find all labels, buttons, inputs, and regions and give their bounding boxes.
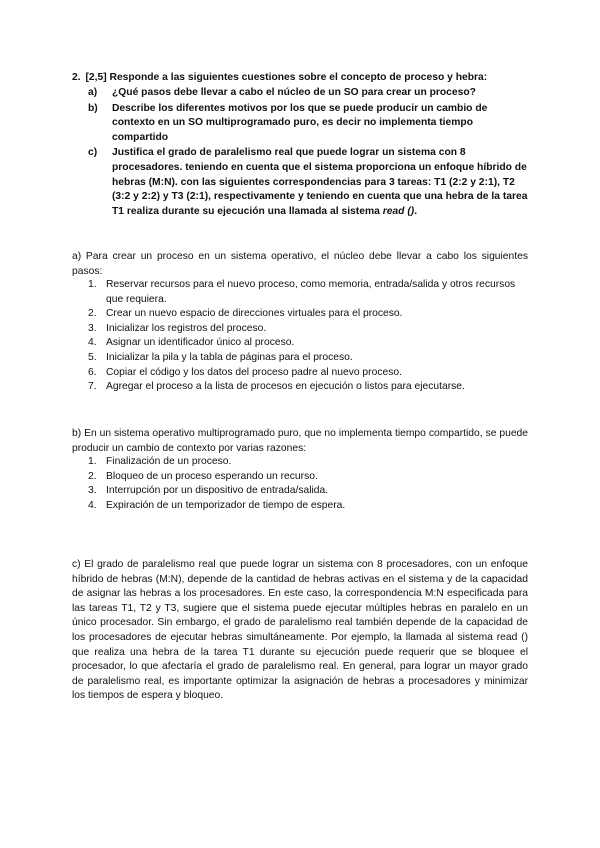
- step-text: Inicializar los registros del proceso.: [106, 322, 267, 334]
- answer-b-intro: b) En un sistema operativo multiprogramado puro, que no implementa tiempo compartido, se puede producir un cambio de contexto por varias razones:: [72, 428, 528, 454]
- list-item: [88, 322, 528, 337]
- list-item: [88, 484, 528, 499]
- step-text: Expiración de un temporizador de tiempo de espera.: [106, 499, 346, 511]
- step-text: Reservar recursos para el nuevo proceso, como memoria, entrada/salida y otros recursos que requiera.: [106, 279, 516, 305]
- answer-c-paragraph: c) El grado de paralelismo real que puede lograr un sistema con 8 procesadores, con un enfoque híbrido de hebras (M:N), depende de la cantidad de hebras activas en el sistema y de la capacidad de asignar las hebras a los procesadores. En este caso, la correspondencia M:N especificada para las tareas T1, T2 y T3, sugiere que el sistema puede ejecutar múltiples hebras en paralelo en un único procesador. Sin embargo, el grado de paralelismo real también depende de la capacidad de los procesadores de ejecutar hebras simultáneamente. Por ejemplo, la llamada al sistema read () que realiza una hebra de la tarea T1 durante su ejecución puede requerir que se bloquee el procesador, lo que afectaría el grado de paralelismo real. En general, para lograr un mayor grado de paralelismo real, es importante optimizar la asignación de hebras a procesadores y minimizar los tiempos de espera y bloqueo.: [72, 559, 528, 702]
- list-item: [88, 499, 528, 514]
- question-heading: [72, 70, 532, 85]
- step-number: 1.: [88, 456, 97, 467]
- item-label: b): [88, 102, 98, 114]
- list-item: [88, 351, 528, 366]
- step-text: Crear un nuevo espacio de direcciones virtuales para el proceso.: [106, 308, 403, 320]
- step-text: Inicializar la pila y la tabla de páginas para el proceso.: [106, 351, 353, 363]
- step-text: Finalización de un proceso.: [106, 456, 232, 467]
- list-item: [88, 278, 528, 307]
- question-text: [2,5] Responde a las siguientes cuestiones sobre el concepto de proceso y hebra:: [85, 72, 488, 83]
- step-text: Bloqueo de un proceso esperando un recurso.: [106, 470, 318, 482]
- step-text: Interrupción por un dispositivo de entrada/salida.: [106, 485, 329, 497]
- item-text: Justifica el grado de paralelismo real que puede lograr un sistema con 8 procesadores. teniendo en cuenta que el sistema proporciona un enfoque híbrido de hebras (M:N). con las siguientes correspondencias para 3 tareas: T1 (2:2 y 2:1), T2 (3:2 y 2:2) y T3 (2:1), respectivamente y teniendo en cuenta que una hebra de la tarea T1 realiza durante su ejecución una llamada al sistema: [112, 147, 528, 217]
- list-item: [88, 380, 528, 395]
- step-text: Asignar un identificador único al proceso.: [106, 337, 295, 349]
- list-item: [88, 470, 528, 485]
- item-label: c): [88, 147, 98, 159]
- item-label: a): [88, 87, 98, 98]
- answer-b-steps: [88, 455, 528, 513]
- step-number: 7.: [88, 381, 97, 393]
- step-number: 2.: [88, 470, 97, 482]
- question-number: 2.: [72, 72, 81, 83]
- answer-a-steps: [88, 278, 528, 395]
- question-subitems: [88, 86, 528, 220]
- step-number: 1.: [88, 279, 97, 290]
- item-text: ¿Qué pasos debe llevar a cabo el núcleo de un SO para crear un proceso?: [112, 87, 476, 98]
- step-number: 6.: [88, 366, 97, 378]
- step-number: 4.: [88, 337, 97, 349]
- list-item: [88, 307, 528, 322]
- list-item: [88, 366, 528, 381]
- question-item-c: [88, 146, 528, 219]
- step-number: 2.: [88, 308, 97, 320]
- item-italic-call: read (): [382, 205, 415, 217]
- step-number: 5.: [88, 351, 97, 363]
- step-number: 4.: [88, 499, 97, 511]
- item-end: .: [414, 205, 418, 217]
- step-text: Agregar el proceso a la lista de procesos en ejecución o listos para ejecutarse.: [106, 381, 465, 393]
- item-text: Describe los diferentes motivos por los que se puede producir un cambio de contexto en un SO multiprogramado puro, es decir no implementa tiempo compartido: [112, 102, 488, 143]
- question-item-b: [88, 102, 528, 146]
- list-item: [88, 455, 528, 470]
- question-item-a: [88, 86, 528, 101]
- step-text: Copiar el código y los datos del proceso padre al nuevo proceso.: [106, 366, 402, 378]
- answer-a-intro: a) Para crear un proceso en un sistema operativo, el núcleo debe llevar a cabo los siguientes pasos:: [72, 251, 528, 277]
- step-number: 3.: [88, 322, 97, 334]
- list-item: [88, 336, 528, 351]
- step-number: 3.: [88, 485, 97, 497]
